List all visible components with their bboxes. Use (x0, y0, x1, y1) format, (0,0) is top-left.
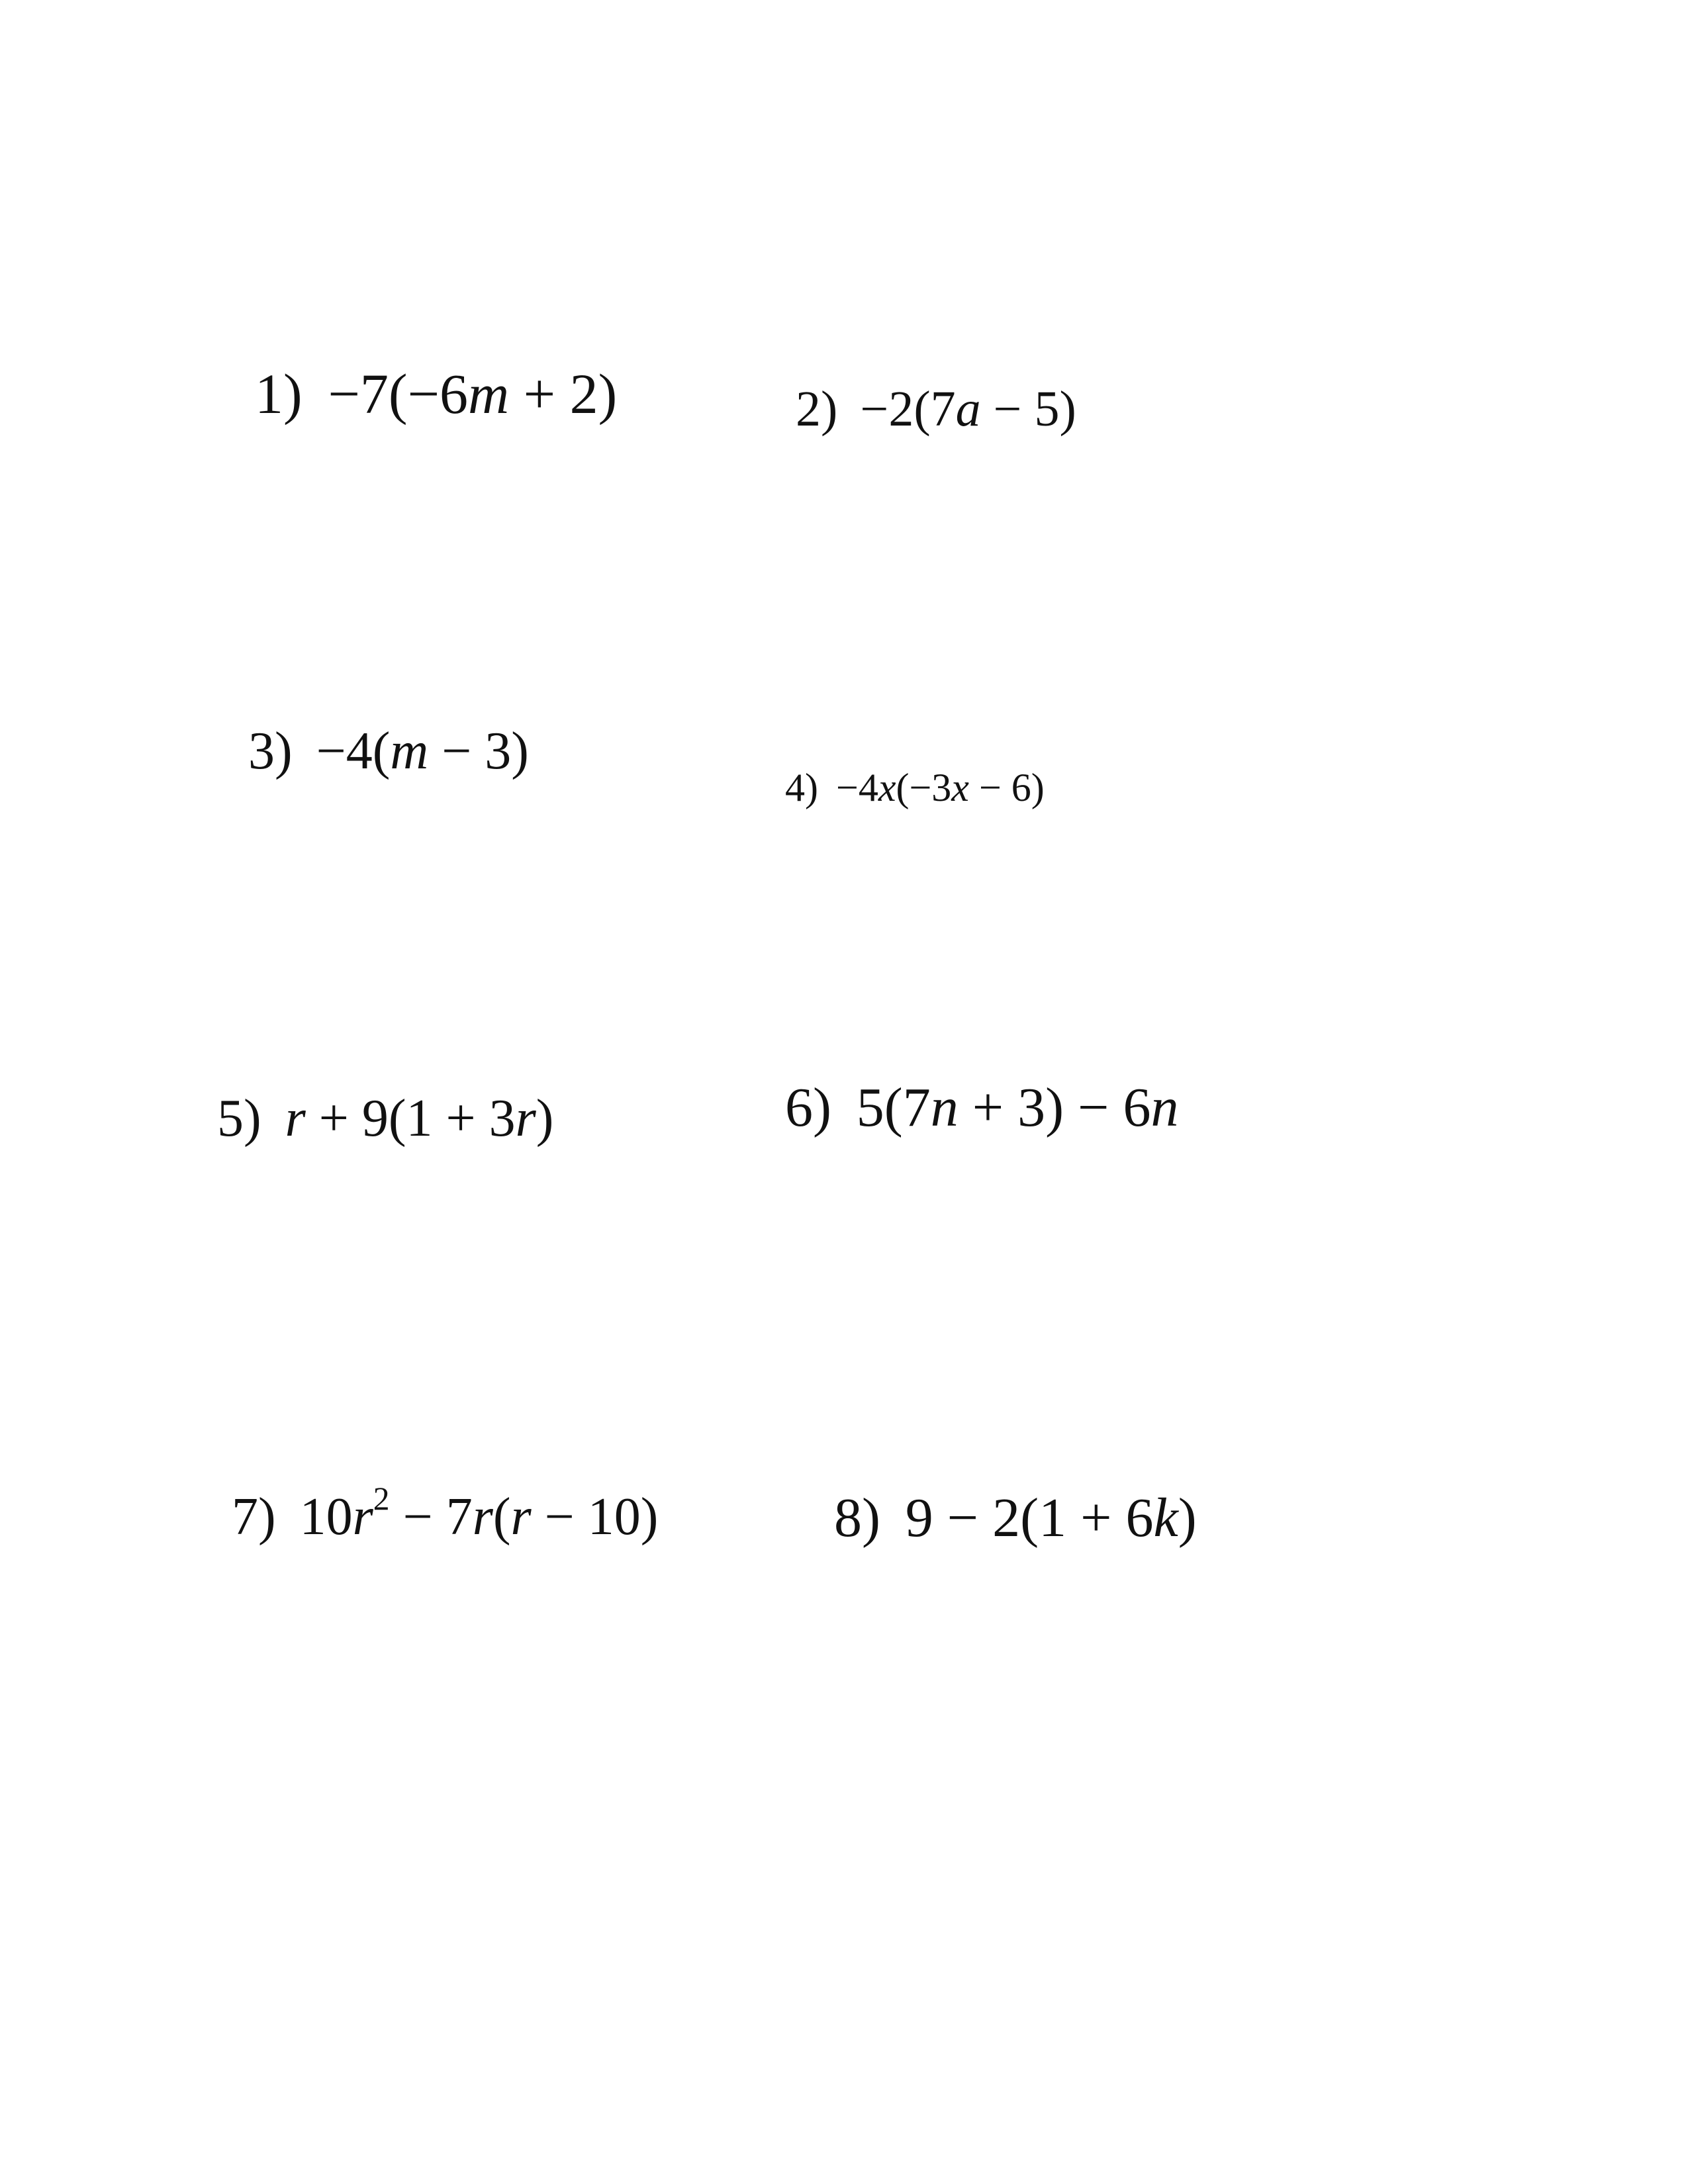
variable: r (352, 1488, 373, 1546)
expression-text: 10 (299, 1488, 353, 1546)
problem-8 (834, 1487, 1197, 1549)
variable: r (510, 1488, 532, 1546)
expression-text: 9 − 2(1 + 6 (905, 1487, 1154, 1549)
expression-text: − 5) (980, 381, 1076, 437)
problem-3 (248, 722, 529, 780)
expression-text: + 2) (509, 362, 618, 426)
variable: x (951, 766, 969, 809)
problem-5 (217, 1089, 554, 1148)
expression-text: −4( (316, 722, 391, 780)
expression-text: + 3) − 6 (958, 1077, 1151, 1138)
variable: x (878, 766, 896, 809)
variable: r (472, 1488, 493, 1546)
expression-text: −4 (835, 766, 878, 809)
expression-text: 5(7 (856, 1077, 931, 1138)
expression-text: (−3 (896, 766, 952, 809)
expression-text: − 10) (531, 1488, 659, 1546)
variable: m (390, 722, 429, 780)
problem-6 (785, 1077, 1179, 1138)
expression-text: − 7 (389, 1488, 473, 1546)
expression-text: ( (492, 1488, 511, 1546)
problem-1 (255, 362, 618, 426)
problem-2 (796, 381, 1076, 437)
variable: m (467, 362, 510, 426)
expression-text: − 3) (428, 722, 529, 780)
problem-7 (232, 1480, 659, 1546)
variable: a (955, 381, 981, 437)
expression-text: + 9(1 + 3 (305, 1089, 516, 1148)
expression-text: − 6) (968, 766, 1045, 809)
expression-text: −2(7 (860, 381, 956, 437)
variable: n (1150, 1077, 1179, 1138)
problem-number: 8) (834, 1487, 880, 1549)
problem-4 (785, 768, 1045, 807)
problem-number: 5) (217, 1089, 261, 1148)
exponent: 2 (373, 1480, 390, 1517)
problem-number: 6) (785, 1077, 831, 1138)
variable: k (1153, 1487, 1178, 1549)
problem-number: 1) (255, 362, 303, 426)
expression-text: ) (1178, 1487, 1197, 1549)
variable: r (285, 1089, 306, 1148)
expression-text: ) (536, 1089, 554, 1148)
problem-number: 4) (785, 766, 818, 809)
problem-number: 2) (796, 381, 838, 437)
problem-number: 7) (232, 1488, 276, 1546)
variable: r (515, 1089, 536, 1148)
problem-number: 3) (248, 722, 293, 780)
variable: n (930, 1077, 959, 1138)
expression-text: −7(−6 (328, 362, 468, 426)
